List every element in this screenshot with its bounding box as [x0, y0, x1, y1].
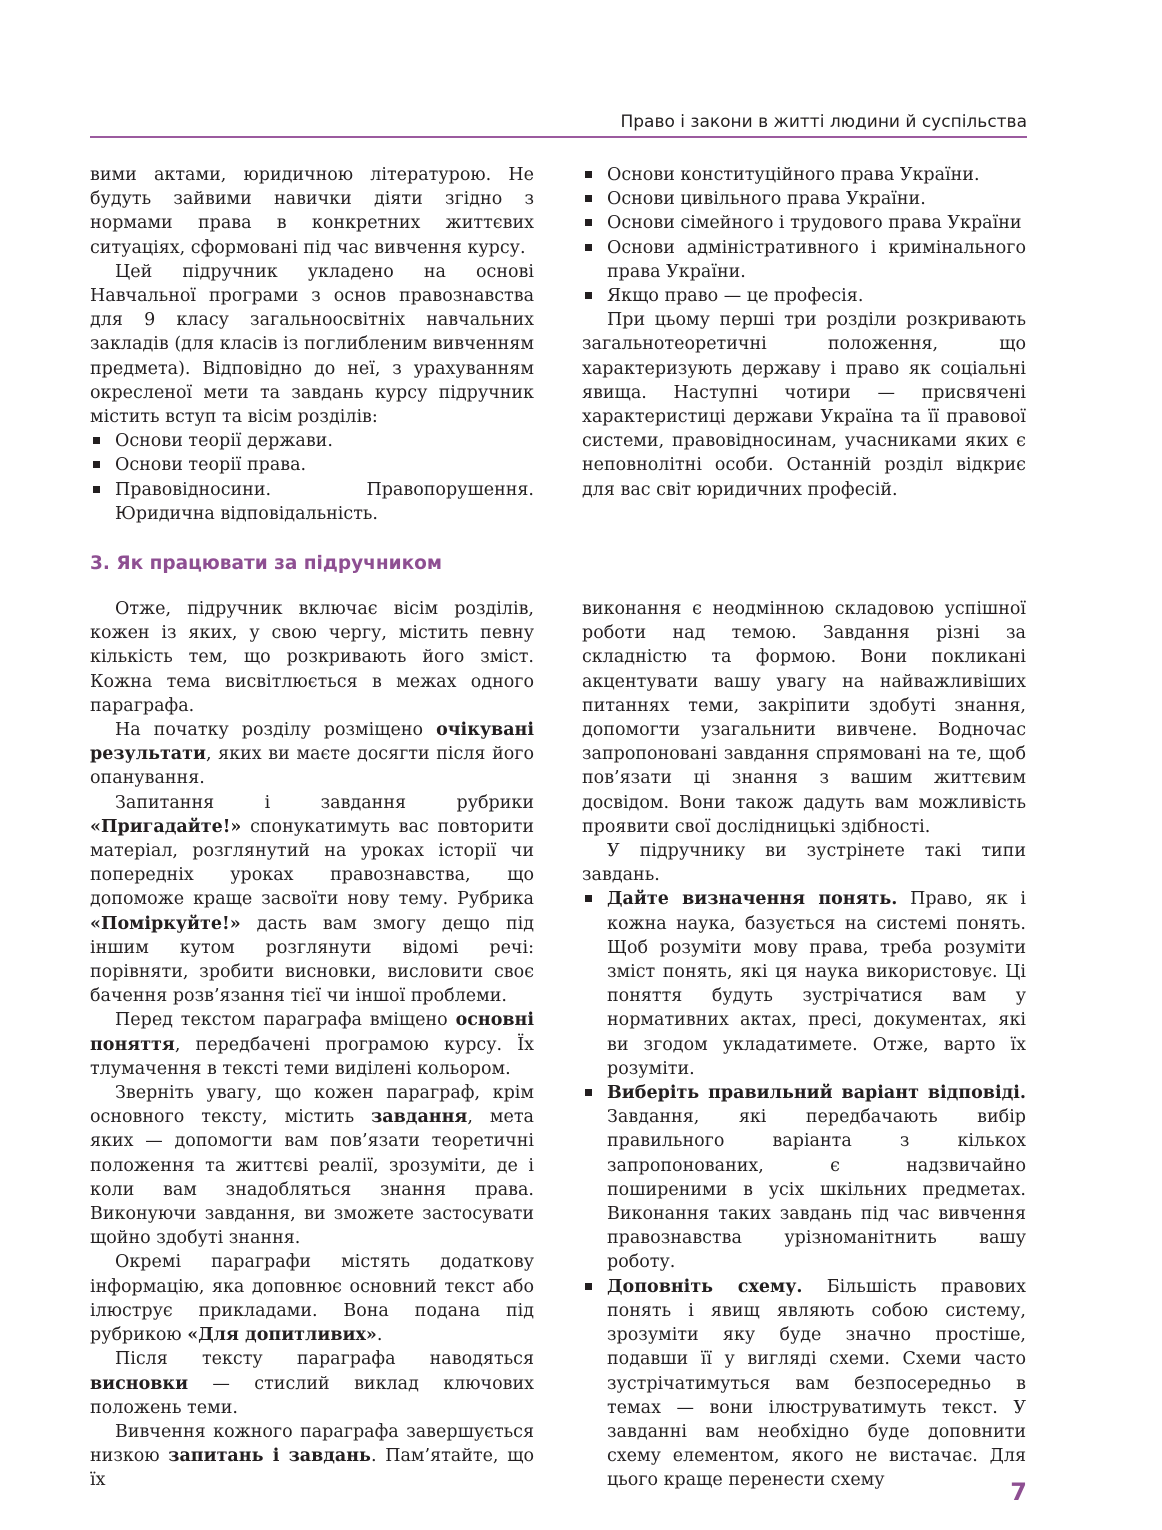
bold-term: Дайте визначення понять. — [607, 889, 898, 910]
text: , передбачені програмою курсу. Їх тлумачення в тексті теми виділені кольором. — [90, 1034, 534, 1079]
text: Після тексту параграфа наводяться — [115, 1349, 534, 1370]
list-item — [582, 1275, 1026, 1493]
bold-term: «Поміркуйте!» — [90, 913, 241, 934]
page-number: 7 — [1010, 1478, 1027, 1506]
list-item: Основи теорії держави. — [90, 429, 534, 453]
paragraph: Отже, підручник включає вісім розділів, кожен із яких, у свою чергу, містить певну кількість тем, що розкривають його зміст. Кожна тема висвітлюється в межах одного параграфа. — [90, 599, 534, 716]
bold-term: основні поняття — [90, 1010, 534, 1055]
list-item: Основи теорії права. — [90, 453, 534, 477]
bold-term: «Для допитливих» — [187, 1325, 377, 1346]
paragraph — [90, 1420, 534, 1493]
paragraph: вими актами, юридичною літературою. Не будуть зайвими навички діяти згідно з нормами права в конкретних життєвих ситуаціях, сформовані під час вивчення курсу. — [90, 165, 534, 258]
list-item: Основи адміністративного і кримінального права України. — [582, 236, 1026, 284]
text: Більшість правових понять і явищ являють собою систему, зрозуміти яку буде значно простіше, подавши її у вигляді схеми. Схеми часто зустрічатимуться вам безпосередньо в темах — вони ілюструватимуть текст. У завданні вам необхідно буде доповнити схему елементом, якого не вистачає. Для цього краще перенести схему — [607, 1276, 1026, 1491]
bold-term: Доповніть схему. — [607, 1276, 803, 1297]
bottom-right-column — [582, 597, 1026, 1493]
paragraph — [90, 1250, 534, 1347]
paragraph — [90, 791, 534, 1009]
paragraph: Цей підручник укладено на основі Навчальної програми з основ правознавства для 9 класу загальноосвітніх навчальних закладів (для класів із поглибленим вивченням предмета). Відповідно до неї, з урахуванням окресленої мети та завдань курсу підручник містить вступ та вісім розділів: — [90, 261, 534, 428]
text: Право, як і кожна наука, базується на системі понять. Щоб розуміти мову права, треба розуміти зміст понять, які ця наука використовує. Ці поняття будуть зустрічатися вам у нормативних актах, пресі, документах, які ви згодом укладатимете. Отже, варто їх розуміти. — [607, 889, 1026, 1079]
text: , яких ви маєте досягти після його опанування. — [90, 744, 534, 789]
text: спонукатимуть вас повторити матеріал, розглянутий на уроках історії чи попередніх уроках правознавства, що допоможе краще засвоїти нову тему. Рубрика — [90, 816, 534, 910]
text: дасть вам змогу дещо під іншим кутом розглянути відомі речі: порівняти, зробити висновки, висловити своє бачення розв’язання тієї чи іншої проблеми. — [90, 913, 534, 1007]
sections-list — [90, 429, 534, 526]
text: Окремі параграфи містять додаткову інформацію, яка доповнює основний текст або ілюструє прикладами. Вона подана під рубрикою — [90, 1252, 534, 1346]
sections-list-continued — [582, 163, 1026, 308]
bold-term: завдання — [371, 1107, 468, 1128]
list-item: Правовідносини. Правопорушення. Юридична відповідальність. — [90, 478, 534, 526]
text: , мета яких — допомогти вам пов’язати теоретичні положення та життєві реалії, зрозуміти, де і коли вам знадобляться знання права. Виконуючи завдання, ви зможете застосувати щойно здобуті знання. — [90, 1107, 534, 1249]
text: Перед текстом параграфа вміщено — [115, 1010, 456, 1031]
text: . — [376, 1325, 383, 1346]
bold-term: очікувані результати — [90, 720, 534, 765]
list-item: Основи конституційного права України. — [582, 163, 1026, 187]
top-right-column — [582, 163, 1026, 502]
paragraph — [90, 718, 534, 791]
bold-term: запитань і завдань — [168, 1446, 371, 1467]
text: Запитання і завдання рубрики — [115, 792, 534, 813]
paragraph: При цьому перші три розділи розкривають загальнотеоретичні положення, що характеризують державу і право як соціальні явища. Наступні чотири — присвячені характеристиці держави Україна та її правової системи, правовідносинам, учасниками яких є неповнолітні особи. Останній розділ відкриє для вас світ юридичних професій. — [582, 310, 1026, 500]
text: — стислий виклад ключових положень теми. — [90, 1373, 534, 1418]
paragraph — [90, 1081, 534, 1250]
running-header: Право і закони в житті людини й суспільства — [620, 112, 1027, 132]
task-types-list — [582, 887, 1026, 1492]
text: Вивчення кожного параграфа завершується низкою — [90, 1421, 534, 1467]
bold-term: висновки — [90, 1373, 189, 1394]
list-item: Основи цивільного права України. — [582, 187, 1026, 211]
paragraph: У підручнику ви зустрінете такі типи завдань. — [582, 841, 1026, 886]
text: Зверніть увагу, що кожен параграф, крім основного тексту, містить — [90, 1083, 534, 1128]
paragraph — [90, 1008, 534, 1081]
bold-term: Виберіть правильний варіант відповіді. — [607, 1083, 1026, 1104]
list-item — [582, 1081, 1026, 1275]
list-item — [582, 887, 1026, 1081]
paragraph: виконання є неодмінною складовою успішної роботи над темою. Завдання різні за складністю та формою. Вони покликані акцентувати вашу увагу на найважливіших питаннях теми, закріпити здобуті знання, допомогти узагальнити вивчене. Водночас запропоновані завдання спрямовані на те, щоб пов’язати ці знання з вашим життєвим досвідом. Вони також дадуть вам можливість проявити свої дослідницькі здібності. — [582, 599, 1026, 837]
paragraph — [90, 1347, 534, 1420]
text: На початку розділу розміщено — [115, 720, 437, 741]
bottom-left-column — [90, 597, 534, 1493]
text: Завдання, які передбачають вибір правильного варіанта з кількох запропонованих, є надзвичайно поширеними в усіх шкільних предметах. Виконання таких завдань під час вивчення правознавства урізноманітнить вашу роботу. — [607, 1107, 1026, 1273]
top-left-column — [90, 163, 534, 526]
list-item: Якщо право — це професія. — [582, 284, 1026, 308]
text: . Пам’ятайте, що їх — [90, 1446, 534, 1491]
section-heading: 3. Як працювати за підручником — [90, 553, 442, 574]
header-rule — [90, 136, 1027, 138]
bold-term: «Пригадайте!» — [90, 816, 242, 837]
list-item: Основи сімейного і трудового права України — [582, 211, 1026, 235]
